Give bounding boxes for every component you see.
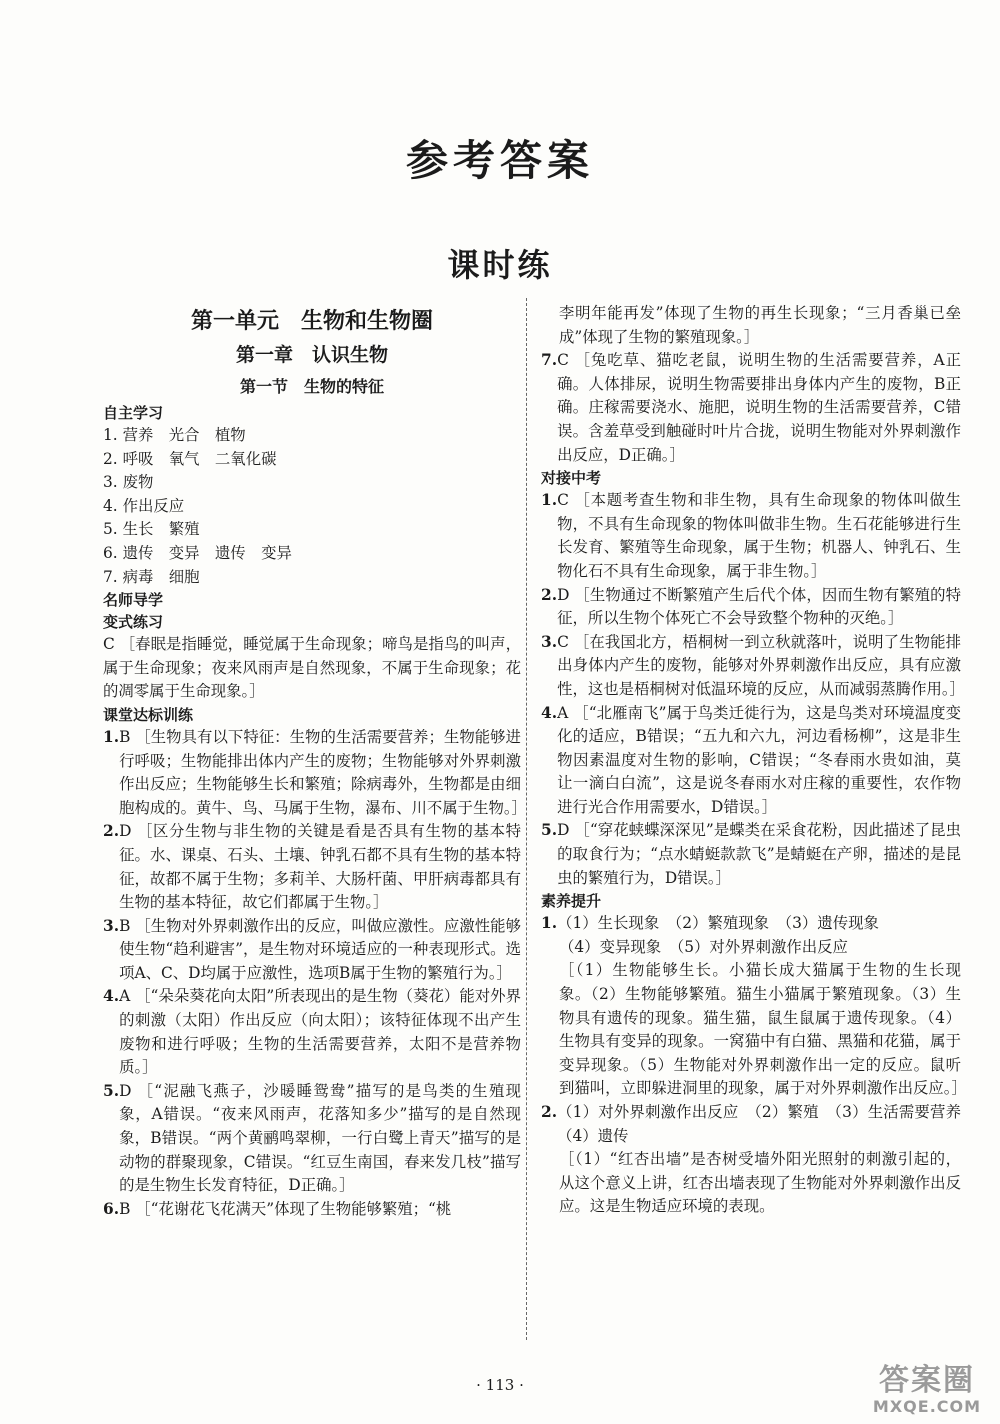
item-text: A ［“北雁南飞”属于鸟类迁徙行为，这是鸟类对环境温度变化的适应，B错误；“五九和六九，河边看杨柳”，这是非生物因素温度对生物的影响，C错误；“冬春雨水贵如油，莫让一滴白白流”，这是说冬春雨水对庄稼的重要性，农作物进行光合作用需要水，D错误。］: [557, 703, 961, 816]
item-number: 2.: [103, 822, 120, 841]
answer-item: [103, 820, 521, 914]
answer-line: 7. 病毒 细胞: [103, 567, 200, 586]
answer-item: [103, 1080, 521, 1198]
item-text: B ［“花谢花飞花满天”体现了生物能够繁殖；“桃: [119, 1199, 452, 1218]
item-number: 3.: [541, 632, 558, 651]
item-text: （1）生长现象 （2）繁殖现象 （3）遗传现象: [557, 914, 879, 933]
heading-suyang: 素养提升: [541, 892, 602, 911]
item-number: 4.: [103, 987, 120, 1006]
item-number: 1.: [541, 491, 558, 510]
right-column: [541, 302, 977, 1219]
heading-ketang: 课堂达标训练: [103, 705, 194, 724]
heading-zizhu: 自主学习: [103, 404, 164, 422]
item-text: D ［“穿花蛱蝶深深见”是蝶类在采食花粉，因此描述了昆虫的取食行为；“点水蜻蜓款款飞”是蜻蜓在产卵，描述的是昆虫的繁殖行为，D错误。］: [557, 821, 961, 887]
answer-item: [103, 1198, 521, 1222]
answer-line: 4. 作出反应: [103, 496, 185, 515]
section-title: 第一节 生物的特征: [239, 377, 384, 396]
heading-mingshi: 名师导学: [103, 591, 164, 610]
item-text: C ［兔吃草、猫吃老鼠，说明生物的生活需要营养，A正确。人体排尿，说明生物需要排出身体内产生的废物，B正确。庄稼需要浇水、施肥，说明生物的生活需要营养，C错误。含羞草受到触碰时叶片合拢，说明生物能对外界刺激作出反应，D正确。］: [557, 351, 961, 464]
watermark-logo: [868, 1364, 986, 1416]
answer-item: [103, 985, 521, 1079]
heading-duijie: 对接中考: [541, 469, 602, 488]
answer-line: 6. 遗传 变异 遗传 变异: [103, 543, 292, 562]
unit-title: 第一单元 生物和生物圈: [190, 309, 433, 334]
answer-explanation: ［（1）“红杏出墙”是杏树受墙外阳光照射的刺激引起的，从这个意义上讲，红杏出墙表现了生物能对外界刺激作出反应。这是生物适应环境的表现。: [559, 1150, 961, 1216]
item-number: 4.: [541, 703, 558, 722]
answer-paragraph: C ［春眠是指睡觉，睡觉属于生命现象；啼鸟是指鸟的叫声，属于生命现象；夜来风雨声是自然现象，不属于生命现象；花的凋零属于生命现象。］: [103, 635, 521, 701]
item-number: 1.: [541, 914, 558, 933]
item-number: 3.: [103, 916, 120, 935]
item-text: D ［“泥融飞燕子，沙暖睡鸳鸯”描写的是鸟类的生殖现象，A错误。“夜来风雨声，花落知多少”描写的是自然现象，B错误。“两个黄鹂鸣翠柳，一行白鹭上青天”描写的是动物的群聚现象，C错误。“红豆生南国，春来发几枝”描写的是生物生长发育特征，D正确。］: [119, 1081, 521, 1195]
answer-item: [541, 702, 961, 820]
answer-item: [541, 349, 961, 467]
answer-line: 5. 生长 繁殖: [103, 520, 200, 539]
answer-item: [541, 1101, 977, 1148]
item-number: 5.: [541, 821, 558, 840]
chapter-title: 第一章 认识生物: [235, 344, 388, 366]
answer-item: [541, 631, 965, 702]
item-number: 5.: [103, 1081, 120, 1100]
answer-line: 2. 呼吸 氧气 二氧化碳: [103, 449, 277, 468]
item-number: 7.: [541, 351, 558, 370]
answer-line: 1. 营养 光合 植物: [103, 426, 246, 444]
item-number: 2.: [541, 585, 558, 604]
continued-text: 李明年能再发”体现了生物的再生长现象；“三月香巢已垒成”体现了生物的繁殖现象。］: [559, 304, 961, 346]
item-number: 2.: [541, 1103, 558, 1121]
answer-item: [541, 584, 961, 631]
heading-bianshi: 变式练习: [103, 613, 164, 632]
item-text: D ［区分生物与非生物的关键是看是否具有生物的基本特征。水、课桌、石头、土壤、钟乳石都不具有生物的基本特征，故都不属于生物；多莉羊、大肠杆菌、甲肝病毒都具有生物的基本特征，故它们都属于生物。］: [119, 822, 521, 912]
item-text: A ［“朵朵葵花向太阳”所表现出的是生物（葵花）能对外界的刺激（太阳）作出反应（向太阳）；该特征体现不出产生废物和进行呼吸；生物的生活需要营养，太阳不是营养物质。］: [119, 987, 521, 1077]
watermark-url: MXQE.COM: [872, 1397, 982, 1416]
answer-item: [541, 489, 961, 583]
column-divider: [526, 298, 527, 1340]
item-text: （1）对外界刺激作出反应 （2）繁殖 （3）生活需要营养 （4）遗传: [557, 1103, 977, 1145]
answer-item: [103, 915, 521, 986]
watermark-text: 答案圈: [879, 1363, 975, 1398]
item-number: 1.: [103, 727, 120, 746]
page-number: · 113 ·: [476, 1376, 524, 1394]
item-number: 6.: [103, 1199, 120, 1218]
answer-item: [103, 726, 527, 820]
answer-item: [541, 819, 961, 890]
item-text: C ［在我国北方，梧桐树一到立秋就落叶，说明了生物能排出身体内产生的废物，能够对外界刺激作出反应，具有应激性，这也是梧桐树对低温环境的反应，从而减弱蒸腾作用。］: [557, 632, 965, 698]
page-title: 参考答案: [405, 136, 594, 185]
page-subtitle: 课时练: [447, 246, 553, 284]
answer-explanation: ［（1）生物能够生长。小猫长成大猫属于生物的生长现象。（2）生物能够繁殖。猫生小猫属于繁殖现象。（3）生物具有遗传的现象。猫生猫，鼠生鼠属于遗传现象。（4）生物具有变异的现象。一窝猫中有白猫、黑猫和花猫，属于变异现象。（5）生物能对外界刺激作出一定的反应。鼠听到猫叫，立即躲进洞里的现象，属于对外界刺激作出反应。］: [559, 961, 967, 1098]
answer-item: [541, 912, 961, 936]
answer-line: 3. 废物: [103, 473, 154, 492]
item-text: B ［生物具有以下特征：生物的生活需要营养；生物能够进行呼吸；生物能排出体内产生的废物；生物能够对外界刺激作出反应；生物能够生长和繁殖；除病毒外，生物都是由细胞构成的。黄牛、鸟、马属于生物，瀑布、川不属于生物。］: [119, 727, 527, 817]
left-column: [103, 302, 527, 1221]
item-text: B ［生物对外界刺激作出的反应，叫做应激性。应激性能够使生物“趋利避害”，是生物对环境适应的一种表现形式。选项A、C、D均属于应激性，选项B属于生物的繁殖行为。］: [119, 916, 521, 982]
answer-subline: （4）变异现象 （5）对外界刺激作出反应: [559, 937, 848, 956]
item-text: C ［本题考查生物和非生物，具有生命现象的物体叫做生物，不具有生命现象的物体叫做非生物。生石花能够进行生长发育、繁殖等生命现象，属于生物；机器人、钟乳石、生物化石不具有生命现象，属于非生物。］: [557, 491, 961, 580]
item-text: D ［生物通过不断繁殖产生后代个体，因而生物有繁殖的特征，所以生物个体死亡不会导致整个物种的灭绝。］: [557, 585, 961, 628]
